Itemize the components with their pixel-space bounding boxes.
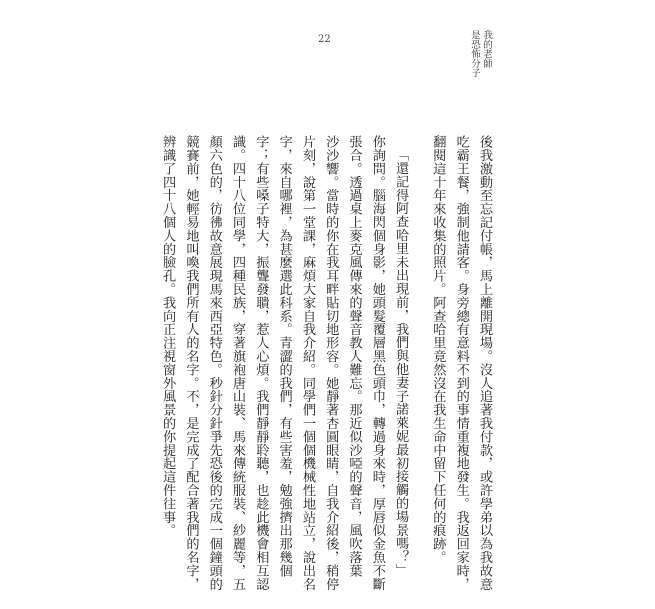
- page-number: 22: [318, 34, 331, 45]
- text-column: 翻閱這十年來收集的照片。阿查哈里竟然沒在我生命中留下任何的痕跡。: [430, 135, 446, 564]
- text-column: 辨識了四十八個人的臉孔。我向正注視窗外風景的你提起這件往事。: [160, 135, 176, 537]
- text-column: 「還記得阿查哈里未出現前，我們與他妻子諾萊妮最初接觸的場景嗎？」: [393, 148, 409, 577]
- body-text: [156, 135, 496, 591]
- running-title: [468, 30, 492, 140]
- text-column: 字，來自哪裡，為甚麼選此科系。青澀的我們，有些害羞，勉強擠出那幾個: [276, 135, 292, 578]
- running-title-line-1: 我的老師: [481, 30, 492, 68]
- text-column: 識。四十八位同學，四種民族，穿著旗袍唐山裝、馬來傳統服裝、紗麗等，五: [230, 135, 246, 591]
- text-column: 你詢問。腦海閃個身影，她頭髮覆層黑色頭巾，轉過身來時，厚唇似金魚不斷: [369, 135, 385, 591]
- text-column: 後我激動至忘記付帳，馬上離開現場。沒人追著我付款，或許學弟以為我故意: [477, 135, 492, 591]
- running-title-line-2: 是恐怖分子: [469, 30, 480, 78]
- text-column: 顏六色的，彷彿故意展現馬來西亞特色。秒針分針爭先恐後的完成一個鐘頭的: [206, 135, 222, 591]
- text-column: 張合。透過桌上麥克風傳來的聲音教人難忘。那近似沙啞的聲音，風吹落葉: [346, 135, 362, 578]
- text-column: 字；有些嗓子特大，振聾發聵，惹人心煩。我們靜靜聆聽，也趁此機會相互認: [253, 135, 269, 591]
- paragraph-1: [426, 135, 496, 591]
- text-column: 競賽前，她輕易地叫喚我們所有人的名字。不，是完成了配合著我們的名字，: [183, 135, 199, 591]
- text-column: 片刻，說第一堂課，麻煩大家自我介紹。同學們一個個機械性地站立，說出名: [299, 135, 315, 591]
- text-column: 吃霸王餐，強制他請客。身旁總有意料不到的事情重複地發生。我返回家時，: [453, 135, 469, 591]
- paragraph-2: [156, 135, 412, 591]
- text-column: 沙沙響。當時的你在我耳畔貼切地形容。她靜著杏圓眼睛，自我介紹後，稍停: [323, 135, 339, 591]
